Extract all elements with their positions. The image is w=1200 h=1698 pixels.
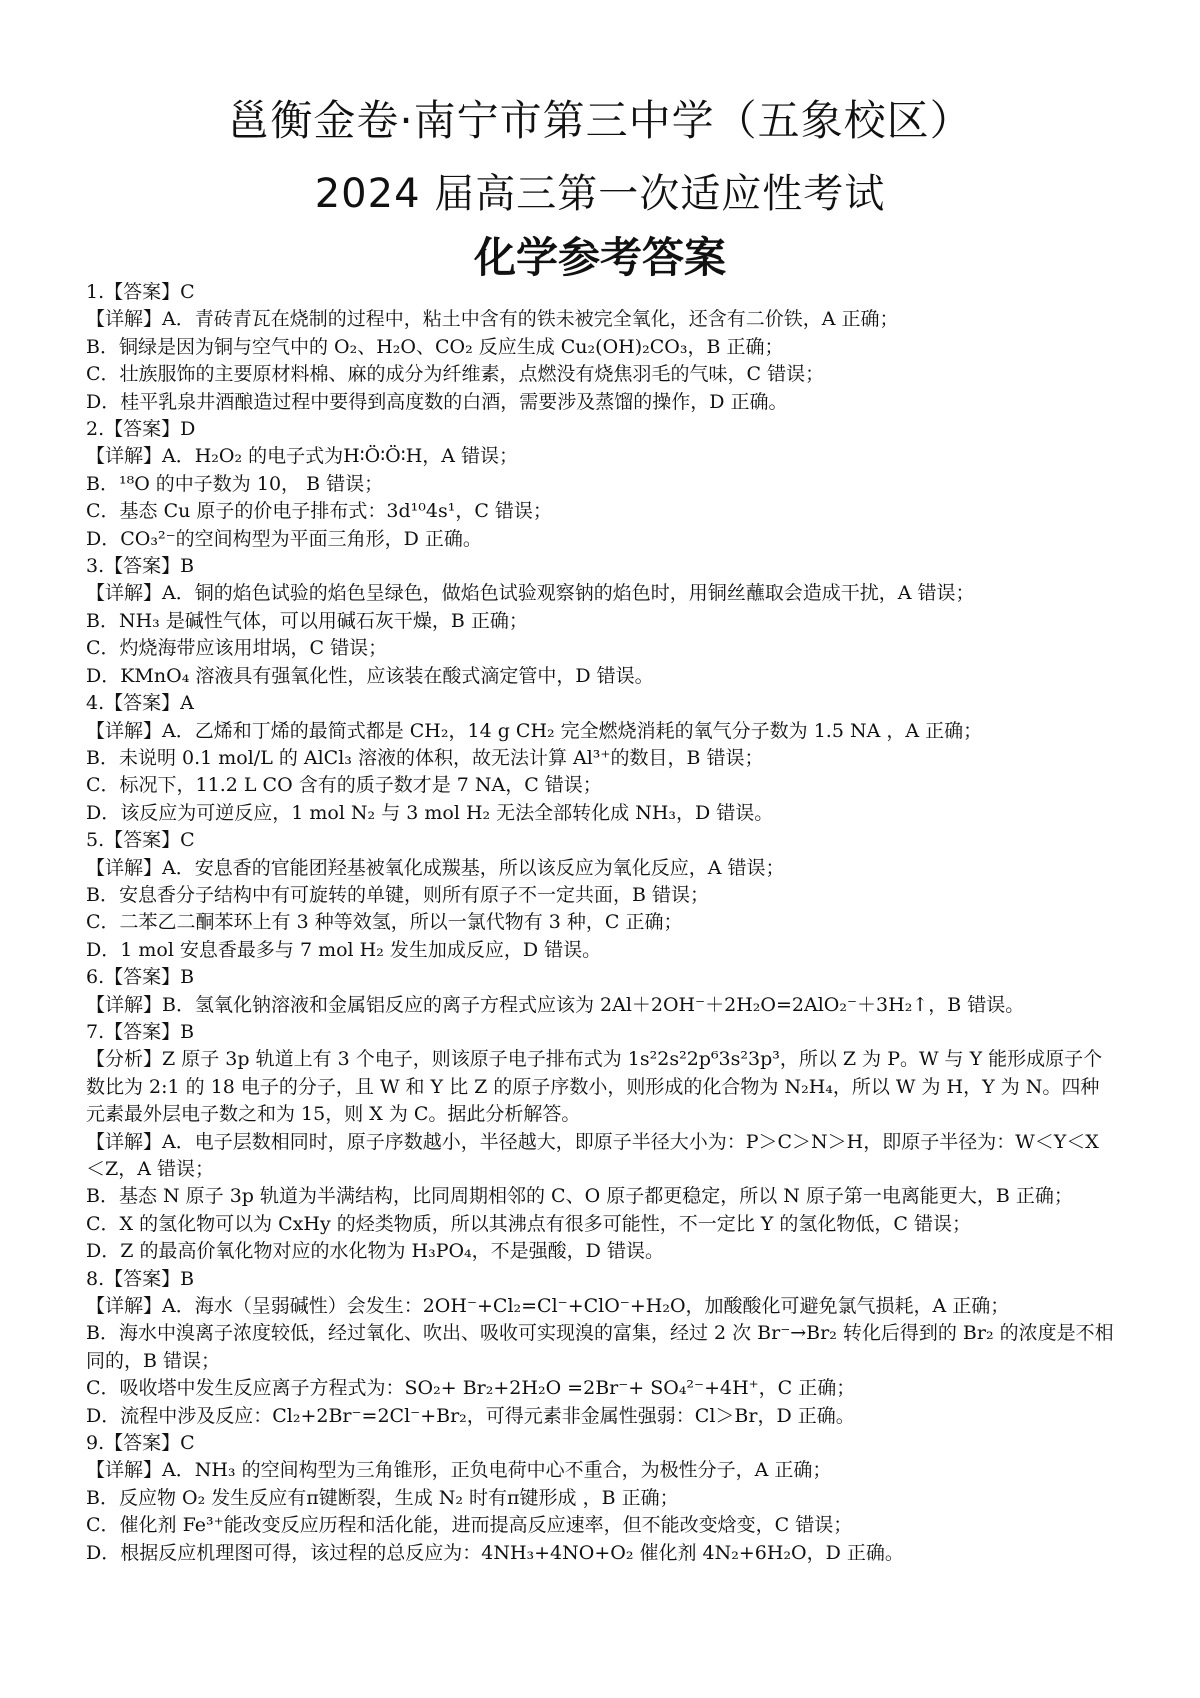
q3-option-c: C．灼烧海带应该用坩埚，C 错误； xyxy=(86,637,388,660)
q8-option-d: D．流程中涉及反应：Cl₂+2Br⁻=2Cl⁻+Br₂，可得元素非金属性强弱：Cl＞Br，D 正确。 xyxy=(86,1404,855,1427)
q3-answer: 3.【答案】B xyxy=(86,555,195,578)
q8-option-c: C．吸收塔中发生反应离子方程式为：SO₂+ Br₂+2H₂O =2Br⁻+ SO₄²⁻+4H⁺，C 正确； xyxy=(86,1377,856,1400)
q1-option-c: C．壮族服饰的主要原材料棉、麻的成分为纤维素，点燃没有烧焦羽毛的气味，C 错误； xyxy=(86,363,825,386)
q9-answer: 9.【答案】C xyxy=(86,1432,195,1455)
q9-option-c: C．催化剂 Fe³⁺能改变反应历程和活化能，进而提高反应速率，但不能改变焓变，C 错误； xyxy=(86,1514,853,1537)
q1-answer: 1.【答案】C xyxy=(86,281,195,303)
q7-option-d: D．Z 的最高价氧化物对应的水化物为 H₃PO₄，不是强酸，D 错误。 xyxy=(86,1240,664,1263)
q6-answer: 6.【答案】B xyxy=(86,966,195,989)
q1-option-a: 【详解】A．青砖青瓦在烧制的过程中，粘土中含有的铁未被完全氧化，还含有二价铁，A 正确； xyxy=(86,308,899,331)
q3-option-d: D．KMnO₄ 溶液具有强氧化性，应该装在酸式滴定管中，D 错误。 xyxy=(86,664,654,687)
q3-option-a: 【详解】A．铜的焰色试验的焰色呈绿色，做焰色试验观察钠的焰色时，用铜丝蘸取会造成干扰，A 错误； xyxy=(86,582,975,605)
exam-series-title: 邕衡金卷·南宁市第三中学（五象校区） xyxy=(227,96,973,145)
exam-title: 2024 届高三第一次适应性考试 xyxy=(314,171,886,217)
q3-option-b: B．NH₃ 是碱性气体，可以用碱石灰干燥，B 正确； xyxy=(86,609,528,632)
q7-option-c: C．X 的氢化物可以为 CxHy 的烃类物质，所以其沸点有很多可能性，不一定比 Y 的氢化物低，C 错误； xyxy=(86,1212,971,1235)
q1-option-d: D．桂平乳泉井酒酿造过程中要得到高度数的白酒，需要涉及蒸馏的操作，D 正确。 xyxy=(86,390,788,413)
q9-option-d: D．根据反应机理图可得，该过程的总反应为：4NH₃+4NO+O₂ 催化剂 4N₂+6H₂O，D 正确。 xyxy=(86,1541,904,1564)
q2-option-d: D．CO₃²⁻的空间构型为平面三角形，D 正确。 xyxy=(86,527,482,550)
document-title: 化学参考答案 xyxy=(473,233,726,282)
q5-option-a: 【详解】A．安息香的官能团羟基被氧化成羰基，所以该反应为氧化反应，A 错误； xyxy=(86,856,785,879)
q7-option-b: B．基态 N 原子 3p 轨道为半满结构，比同周期相邻的 C、O 原子都更稳定，所以 N 原子第一电离能更大，B 正确； xyxy=(86,1185,1073,1208)
q5-option-b: B．安息香分子结构中有可旋转的单键，则所有原子不一定共面，B 错误； xyxy=(86,883,709,906)
q4-option-a: 【详解】A．乙烯和丁烯的最简式都是 CH₂，14 g CH₂ 完全燃烧消耗的氧气分子数为 1.5 NA ，A 正确； xyxy=(86,719,983,742)
answer-content xyxy=(86,279,1116,1567)
q5-option-d: D．1 mol 安息香最多与 7 mol H₂ 发生加成反应，D 错误。 xyxy=(86,938,602,961)
q2-option-b: B．¹⁸O 的中子数为 10， B 错误； xyxy=(86,472,384,495)
q8-option-b: B．海水中溴离子浓度较低，经过氧化、吹出、吸收可实现溴的富集，经过 2 次 Br⁻→Br₂ 转化后得到的 Br₂ 的浓度是不相同的，B 错误； xyxy=(86,1322,1114,1372)
q7-answer: 7.【答案】B xyxy=(86,1020,195,1043)
q8-answer: 8.【答案】B xyxy=(86,1267,195,1290)
q2-option-c: C．基态 Cu 原子的价电子排布式：3d¹⁰4s¹，C 错误； xyxy=(86,500,552,523)
q9-option-b: B．反应物 O₂ 发生反应有π键断裂，生成 N₂ 时有π键形成 ，B 正确； xyxy=(86,1486,679,1509)
q4-option-c: C．标况下，11.2 L CO 含有的质子数才是 7 NA，C 错误； xyxy=(86,774,602,797)
q7-option-a: 【详解】A．电子层数相同时，原子序数越小，半径越大，即原子半径大小为：P＞C＞N＞H，即原子半径为：W＜Y＜X＜Z，A 错误； xyxy=(86,1130,1099,1180)
q2-answer: 2.【答案】D xyxy=(86,418,196,441)
q5-option-c: C．二苯乙二酮苯环上有 3 种等效氢，所以一氯代物有 3 种，C 正确； xyxy=(86,911,683,934)
q7-analysis: 【分析】Z 原子 3p 轨道上有 3 个电子，则该原子电子排布式为 1s²2s²2p⁶3s²3p³，所以 Z 为 P。W 与 Y 能形成原子个数比为 2:1 的 18 电子的分子，且 W 和 Y 比 Z 的原子序数小，则形成的化合物为 N₂H₄，所以 W 为 H，Y 为 N。四种元素最外层电子数之和为 15，则 X 为 C。据此分析解答。 xyxy=(86,1048,1103,1126)
q5-answer: 5.【答案】C xyxy=(86,829,195,852)
q4-option-d: D．该反应为可逆反应，1 mol N₂ 与 3 mol H₂ 无法全部转化成 NH₃，D 错误。 xyxy=(86,801,774,824)
q1-option-b: B．铜绿是因为铜与空气中的 O₂、H₂O、CO₂ 反应生成 Cu₂(OH)₂CO₃，B 正确； xyxy=(86,335,784,358)
q2-option-a: 【详解】A．H₂O₂ 的电子式为H∶Ö∶Ö∶H，A 错误； xyxy=(86,445,519,468)
q9-option-a: 【详解】A．NH₃ 的空间构型为三角锥形，正负电荷中心不重合，为极性分子，A 正确； xyxy=(86,1459,832,1482)
q4-option-b: B．未说明 0.1 mol/L 的 AlCl₃ 溶液的体积，故无法计算 Al³⁺的数目，B 错误； xyxy=(86,746,764,769)
q8-option-a: 【详解】A．海水（呈弱碱性）会发生：2OH⁻+Cl₂=Cl⁻+ClO⁻+H₂O，加酸酸化可避免氯气损耗，A 正确； xyxy=(86,1295,1010,1318)
q4-answer: 4.【答案】A xyxy=(86,692,194,715)
q6-option-b: 【详解】B．氢氧化钠溶液和金属铝反应的离子方程式应该为 2Al＋2OH⁻＋2H₂O=2AlO₂⁻＋3H₂↑，B 错误。 xyxy=(86,993,1025,1016)
